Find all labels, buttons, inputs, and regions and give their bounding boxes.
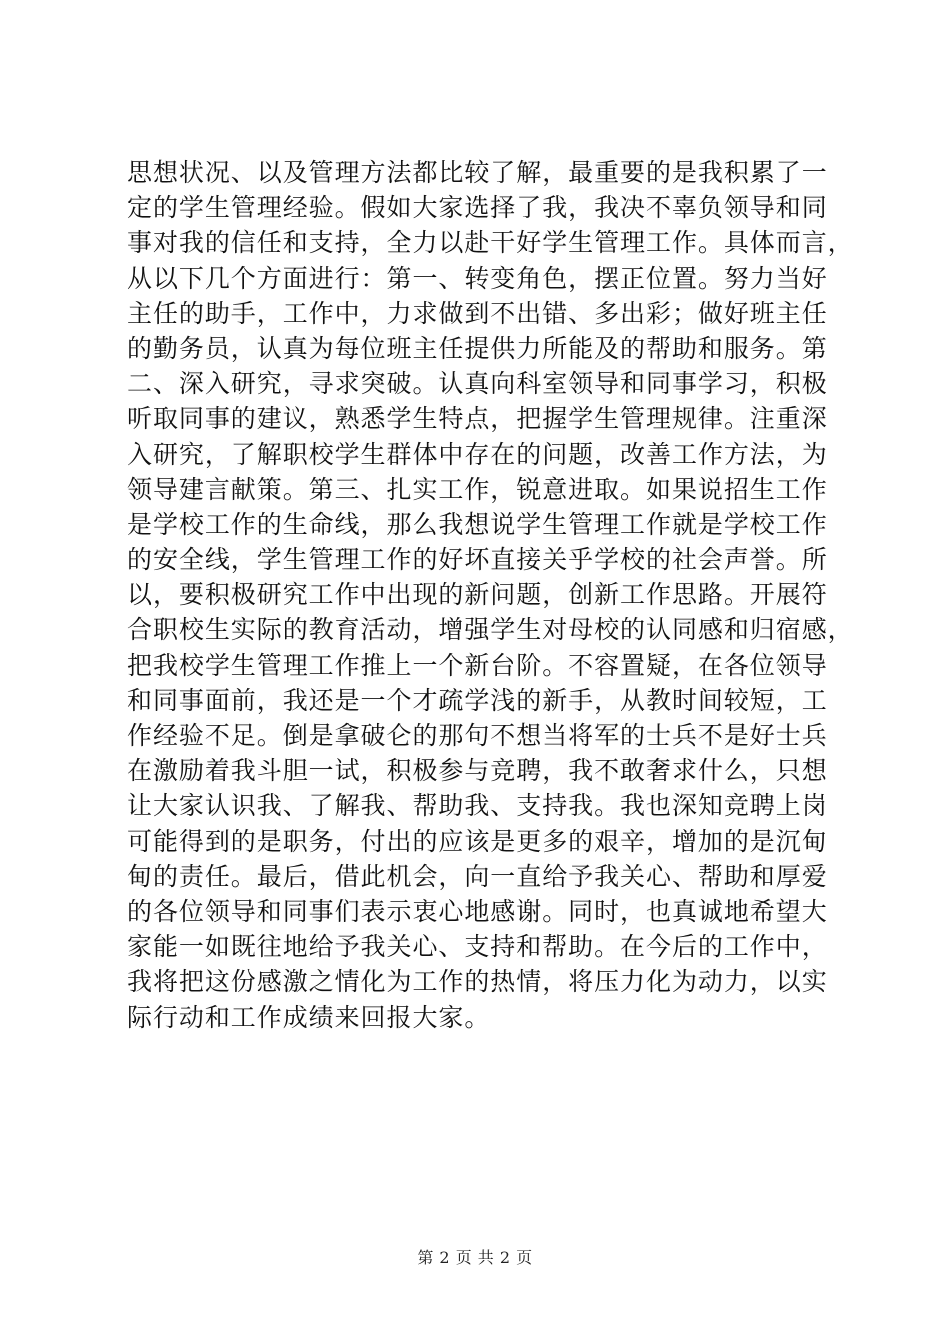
text-line: 把我校学生管理工作推上一个新台阶。不容置疑，在各位领导 <box>127 650 828 680</box>
text-line: 二、深入研究，寻求突破。认真向科室领导和同事学习，积极 <box>127 369 828 399</box>
text-line: 际行动和工作成绩来回报大家。 <box>127 1002 491 1032</box>
text-line: 以，要积极研究工作中出现的新问题，创新工作思路。开展符 <box>127 580 828 610</box>
text-line: 从以下几个方面进行：第一、转变角色，摆正位置。努力当好 <box>127 263 828 293</box>
text-line: 和同事面前，我还是一个才疏学浅的新手，从教时间较短，工 <box>127 685 828 715</box>
text-line: 听取同事的建议，熟悉学生特点，把握学生管理规律。注重深 <box>127 404 828 434</box>
text-line: 可能得到的是职务，付出的应该是更多的艰辛，增加的是沉甸 <box>127 826 828 856</box>
page-number-footer: 第 2 页 共 2 页 <box>417 1248 533 1267</box>
text-line: 的安全线，学生管理工作的好坏直接关乎学校的社会声誉。所 <box>127 545 828 575</box>
text-line: 思想状况、以及管理方法都比较了解，最重要的是我积累了一 <box>127 158 828 187</box>
text-line: 作经验不足。倒是拿破仑的那句不想当将军的士兵不是好士兵 <box>127 721 828 750</box>
text-line: 在激励着我斗胆一试，积极参与竞聘，我不敢奢求什么，只想 <box>127 756 828 786</box>
text-line: 让大家认识我、了解我、帮助我、支持我。我也深知竞聘上岗 <box>127 791 828 821</box>
text-line: 主任的助手，工作中，力求做到不出错、多出彩；做好班主任 <box>127 298 828 328</box>
text-line: 合职校生实际的教育活动，增强学生对母校的认同感和归宿感， <box>127 615 854 645</box>
text-line: 事对我的信任和支持，全力以赴干好学生管理工作。具体而言， <box>127 228 854 258</box>
text-line: 领导建言献策。第三、扎实工作，锐意进取。如果说招生工作 <box>127 474 828 504</box>
text-line: 我将把这份感激之情化为工作的热情，将压力化为动力，以实 <box>127 967 828 997</box>
text-line: 的各位领导和同事们表示衷心地感谢。同时，也真诚地希望大 <box>127 896 828 926</box>
text-line: 甸的责任。最后，借此机会，向一直给予我关心、帮助和厚爱 <box>127 861 828 891</box>
text-line: 的勤务员，认真为每位班主任提供力所能及的帮助和服务。第 <box>127 333 828 363</box>
body-paragraph <box>127 155 854 1035</box>
text-line: 家能一如既往地给予我关心、支持和帮助。在今后的工作中， <box>127 932 828 962</box>
text-line: 定的学生管理经验。假如大家选择了我，我决不辜负领导和同 <box>127 193 828 223</box>
text-line: 入研究，了解职校学生群体中存在的问题，改善工作方法，为 <box>127 439 828 469</box>
text-line: 是学校工作的生命线，那么我想说学生管理工作就是学校工作 <box>127 509 828 539</box>
